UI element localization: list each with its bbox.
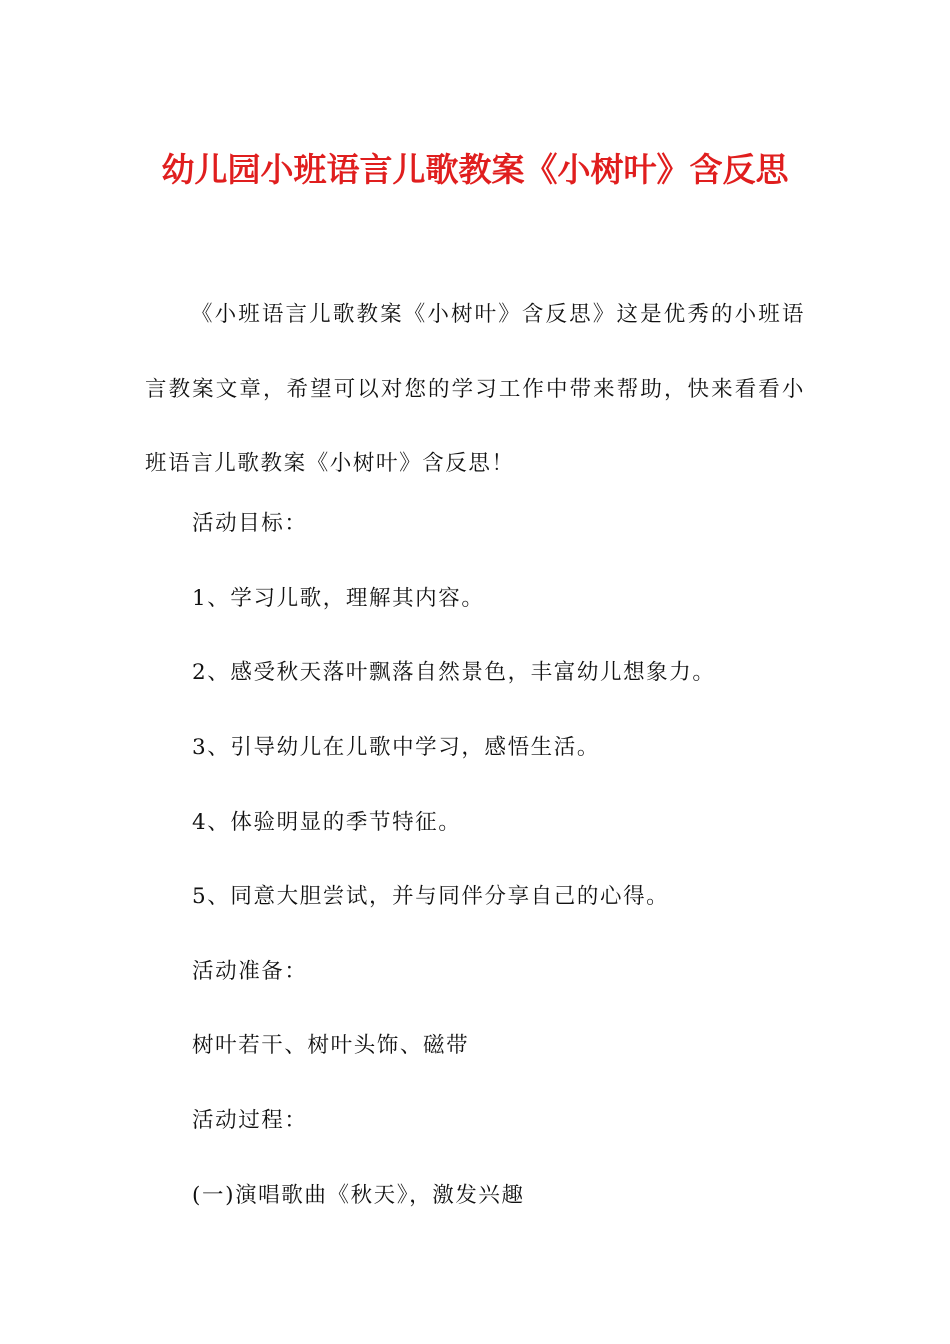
process-step-1: (一)演唱歌曲《秋天》，激发兴趣 [192,1183,525,1208]
preparation-materials: 树叶若干、树叶头饰、磁带 [192,1033,470,1058]
objective-item-1: 1、学习儿歌，理解其内容。 [192,586,485,611]
objective-item-3: 3、引导幼儿在儿歌中学习，感悟生活。 [192,735,600,760]
section-heading-process: 活动过程： [192,1108,308,1133]
document-title: 幼儿园小班语言儿歌教案《小树叶》含反思 [161,150,789,189]
objective-item-2: 2、感受秋天落叶飘落自然景色，丰富幼儿想象力。 [192,660,716,685]
objective-item-4: 4、体验明显的季节特征。 [192,810,462,835]
section-heading-objectives: 活动目标： [192,511,308,536]
intro-paragraph: 《小班语言儿歌教案《小树叶》含反思》这是优秀的小班语言教案文章，希望可以对您的学习工作中带来帮助，快来看看小班语言儿歌教案《小树叶》含反思！ [145,302,805,476]
section-heading-preparation: 活动准备： [192,959,308,984]
objective-item-5: 5、同意大胆尝试，并与同伴分享自己的心得。 [192,884,670,909]
